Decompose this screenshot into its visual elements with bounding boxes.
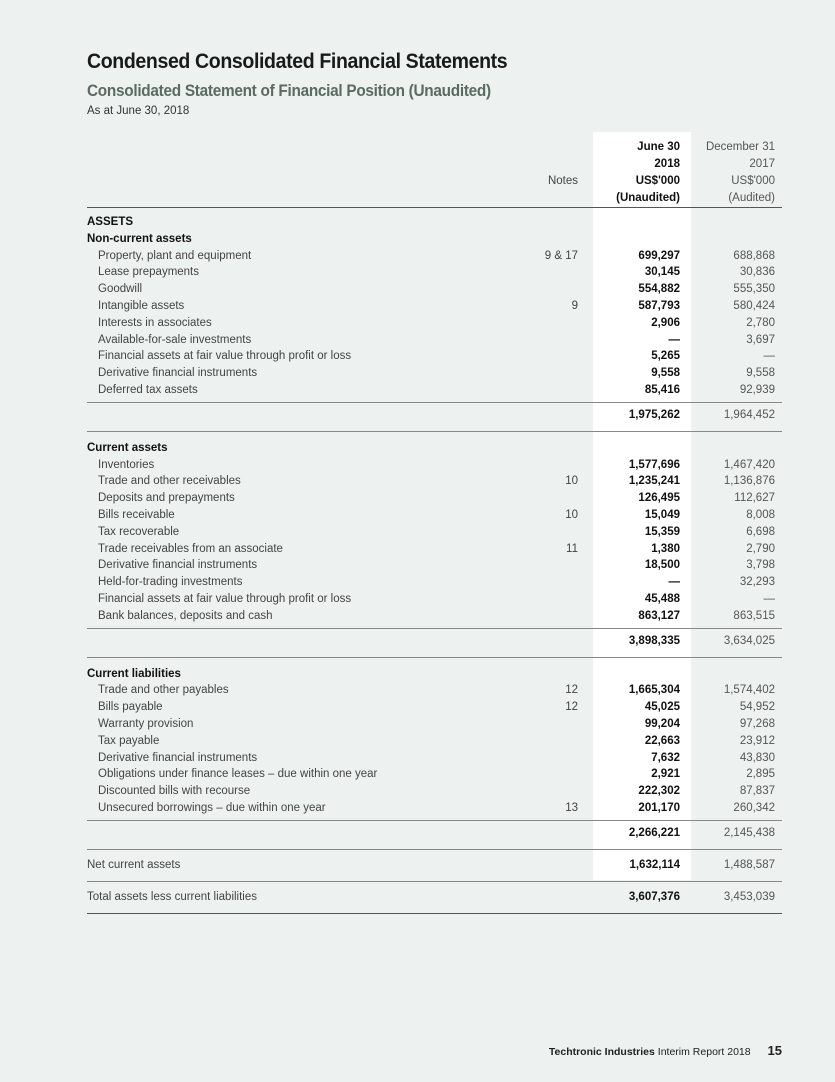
table-row [87,264,782,281]
prior-header-line: December 31 [705,141,775,153]
prior-period-value: 1,574,402 [723,684,775,697]
prior-period-value: 3,634,025 [723,634,775,647]
current-period-value: 45,025 [644,701,680,714]
prior-period-value: 1,467,420 [723,458,775,471]
row-label: Tax recoverable [98,525,180,538]
row-note: 11 [566,542,578,555]
current-header-line: (Unaudited) [616,192,680,204]
table-row [87,557,782,574]
table-row [87,248,782,265]
current-period-value: 15,049 [644,509,680,521]
row-note: 10 [565,509,578,521]
row-label: Financial assets at fair value through profit or loss [98,350,352,363]
current-period-value: 85,416 [644,384,680,396]
current-period-value: 126,495 [638,492,680,505]
current-period-value: — [668,576,680,589]
row-note: 9 [571,300,578,312]
row-label: Intangible assets [98,300,185,312]
prior-period-value: 2,790 [746,542,775,555]
prior-period-value: 580,424 [733,300,775,312]
prior-period-value: 23,912 [739,734,775,747]
row-label: Warranty provision [98,718,194,730]
prior-period-value: 3,697 [746,333,775,346]
row-label: Goodwill [98,283,143,296]
row-note: 9 & 17 [544,249,578,262]
section-heading: Current assets [87,441,168,454]
page-title: Condensed Consolidated Financial Statements [87,50,508,73]
row-note: 10 [565,475,578,488]
section-heading-row [87,666,782,683]
row-label: Bills payable [98,701,163,714]
prior-header-line: US$'000 [731,175,775,187]
row-label: Interests in associates [98,316,212,329]
row-label: Obligations under finance leases – due within one year [98,768,378,781]
page-number: 15 [767,1043,782,1058]
prior-period-value: 8,008 [746,509,775,521]
prior-period-value: 3,453,039 [723,890,775,903]
table-row [87,490,782,507]
row-label: Bank balances, deposits and cash [98,609,273,622]
prior-header-line: (Audited) [728,192,775,204]
prior-period-value: 2,895 [746,768,775,781]
row-label: Derivative financial instruments [98,559,258,572]
current-period-value: 1,577,696 [628,458,680,471]
row-label: Lease prepayments [98,266,200,279]
table-row [87,800,782,817]
current-period-value: 1,380 [651,542,680,555]
closing-rule [87,913,782,914]
row-label: Inventories [98,458,155,471]
current-header-line: June 30 [637,141,680,153]
prior-period-value: 54,952 [739,701,775,714]
prior-period-column-header [693,139,775,207]
table-row [87,382,782,399]
table-row [87,591,782,608]
row-label: Available-for-sale investments [98,333,252,346]
prior-period-value: 260,342 [733,802,775,814]
table-row [87,783,782,800]
prior-period-value: 9,558 [746,367,775,380]
row-note: 13 [565,802,578,814]
section-heading: Non-current assets [87,232,192,245]
table-row [87,457,782,474]
prior-period-value: 863,515 [733,609,775,622]
row-label: Trade receivables from an associate [98,542,283,555]
current-period-value: 201,170 [638,802,680,814]
current-period-value: 3,607,376 [628,890,680,903]
section-heading: Current liabilities [87,667,181,680]
prior-period-value: 6,698 [746,525,775,538]
total-row [87,857,782,874]
current-header-line: US$'000 [635,175,680,187]
current-period-value: 15,359 [644,525,680,538]
row-label: Derivative financial instruments [98,751,258,764]
total-rule [87,849,782,850]
notes-column-header: Notes [547,175,578,187]
current-period-value: 699,297 [638,249,680,262]
current-period-value: 554,882 [638,283,680,296]
current-period-value: 1,235,241 [628,475,680,488]
current-period-column-header [593,139,680,207]
current-period-value: 30,145 [644,266,680,279]
row-label: Deferred tax assets [98,384,198,396]
prior-period-value: — [763,350,775,363]
row-label: Deposits and prepayments [98,492,235,505]
current-period-value: 45,488 [644,593,680,605]
table-row [87,716,782,733]
table-row [87,699,782,716]
row-label: Total assets less current liabilities [87,890,258,903]
table-row [87,541,782,558]
total-row [87,889,782,906]
table-row [87,473,782,490]
table-row [87,507,782,524]
subtotal-row [87,407,782,424]
prior-period-value: 92,939 [739,384,775,396]
table-row [87,298,782,315]
current-period-value: 587,793 [638,300,680,312]
current-period-value: 18,500 [644,559,680,572]
subtotal-rule [87,820,782,821]
prior-period-value: 97,268 [739,718,775,730]
row-label: Trade and other payables [98,684,229,697]
current-period-value: 2,906 [651,316,680,329]
table-row [87,281,782,298]
row-label: Tax payable [98,734,160,747]
row-note: 12 [565,701,578,714]
current-period-value: 99,204 [644,718,680,730]
row-label: Financial assets at fair value through profit or loss [98,593,352,605]
subtotal-rule [87,402,782,403]
total-rule [87,657,782,658]
current-period-value: 1,665,304 [628,684,680,697]
current-period-value: 22,663 [644,734,680,747]
table-row [87,733,782,750]
as-at-date: As at June 30, 2018 [87,105,190,117]
table-row [87,608,782,625]
statement-subtitle: Consolidated Statement of Financial Position (Unaudited) [87,82,491,100]
row-label: Discounted bills with recourse [98,785,251,798]
current-period-value: 3,898,335 [628,634,680,647]
table-row [87,750,782,767]
footer-report: Interim Report 2018 [657,1046,751,1058]
table-row [87,766,782,783]
header-rule [87,207,782,208]
row-label: Net current assets [87,858,181,871]
total-rule [87,881,782,882]
row-label: Unsecured borrowings – due within one year [98,802,326,814]
page-footer [549,1043,782,1058]
footer-brand: Techtronic Industries [548,1046,655,1058]
current-period-value: 1,632,114 [629,858,680,871]
current-period-value: 1,975,262 [628,408,680,421]
row-label: Property, plant and equipment [98,249,252,262]
prior-period-value: 555,350 [733,283,775,296]
row-label: Bills receivable [98,509,175,521]
current-period-value: 9,558 [651,367,680,380]
table-row [87,332,782,349]
prior-period-value: 2,780 [746,316,775,329]
row-note: 12 [565,684,578,697]
prior-period-value: 112,627 [734,492,775,505]
current-period-value: 2,266,221 [628,826,680,839]
table-row [87,348,782,365]
subtotal-rule [87,628,782,629]
subtotal-row [87,633,782,650]
current-period-value: 222,302 [638,785,680,798]
row-label: Derivative financial instruments [98,367,258,380]
section-heading-row [87,231,782,248]
row-label: Held-for-trading investments [98,576,243,589]
row-label: Trade and other receivables [98,475,241,488]
table-row [87,365,782,382]
prior-period-value: 1,488,587 [723,858,775,871]
section-heading: ASSETS [87,216,134,228]
section-heading-row [87,214,782,231]
total-rule [87,431,782,432]
current-header-line: 2018 [654,158,680,170]
prior-period-value: 43,830 [739,751,775,764]
prior-period-value: — [763,593,775,605]
prior-period-value: 30,836 [739,266,775,279]
prior-period-value: 87,837 [739,785,775,798]
current-period-value: 2,921 [651,768,680,781]
current-period-value: 7,632 [651,751,680,764]
prior-period-value: 1,964,452 [723,408,775,421]
table-row [87,524,782,541]
section-heading-row [87,440,782,457]
table-row [87,315,782,332]
subtotal-row [87,825,782,842]
current-period-value: 863,127 [638,609,680,622]
prior-period-value: 1,136,876 [723,475,775,488]
table-row [87,682,782,699]
current-period-value: — [668,333,680,346]
prior-period-value: 688,868 [733,249,775,262]
prior-period-value: 32,293 [739,576,775,589]
table-row [87,574,782,591]
prior-period-value: 2,145,438 [723,826,775,839]
current-period-value: 5,265 [651,350,680,363]
prior-period-value: 3,798 [746,559,775,572]
prior-header-line: 2017 [749,158,775,170]
